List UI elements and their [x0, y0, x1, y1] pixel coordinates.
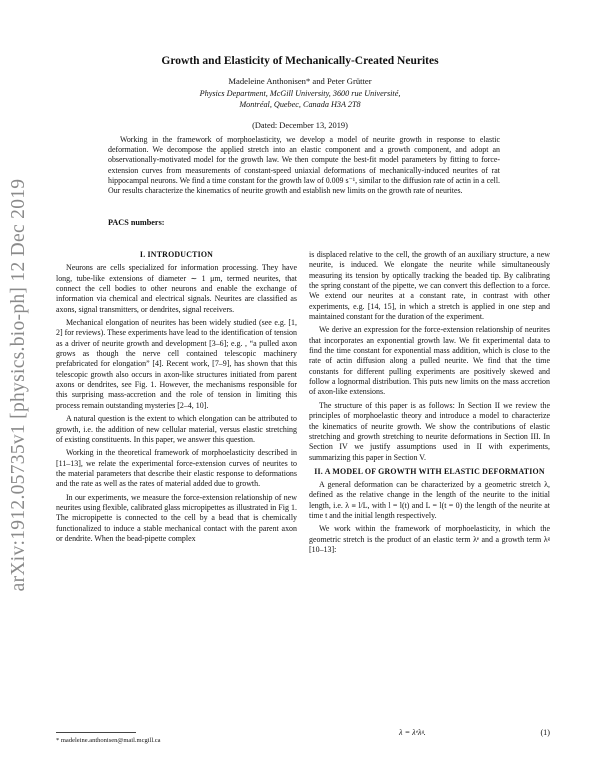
arxiv-sidebar: [4, 150, 34, 620]
paragraph: We derive an expression for the force-extension relationship of neurites that incorporates an exponential growth law. We fit experimental data to find the time constant for exponential mass addition, which is close to the rate of actin diffusion along a pulled neurite. We find that the time constants for different pulling experiments are positively skewed and follow a lognormal distribution. This puts new limits on the mass accretion of axon-like extensions.: [309, 325, 550, 397]
paper-authors: Madeleine Anthonisen* and Peter Grütter: [228, 76, 372, 86]
paper-affiliation: [0, 88, 600, 110]
paragraph: Neurons are cells specialized for information processing. They have long, tube-like extensions of diameter ∼ 1 μm, termed neurites, that connect the cell bodies to other neurons and enable the exchange of information via chemical and electrical signals. Neurites are classified as axons, signal transmitters, or dendrites, signal receivers.: [56, 263, 297, 314]
abstract: Working in the framework of morphoelasticity, we develop a model of neurite growth in response to elastic deformation. We decompose the applied stretch into an elastic component and a growth component, and adopt an observationally-motivated model for the growth law. We then compute the best-fit model parameters by fitting to force-extension curves from measurements of constant-speed uniaxial deformations of mechanically-induced neurites of rat hippocampal neurons. We find a time constant for the growth law of 0.009 s⁻¹, similar to the diffusion rate of actin in a cell. Our results characterize the kinematics of neurite growth and establish new limits on the growth rate of neurites.: [108, 135, 500, 196]
paper-date: (Dated: December 13, 2019): [252, 121, 348, 130]
paragraph: Mechanical elongation of neurites has been widely studied (see e.g. [1, 2] for reviews). These experiments have lead to the identification of tension as a driver of neurite growth and development [3–6]; e.g. , “a pulled axon grows as though the nerve cell contained telescopic machinery prefabricated for elongation” [4]. Recent work, [7–9], has shown that this telescopic growth also occurs in axon-like structures initiated from parent axons or dendrites, see Fig. 1. However, the mechanisms responsible for this surprising mass-accretion and the role of tension in limiting this process remain outstanding mysteries [2–4, 10].: [56, 318, 297, 410]
paragraph: Working in the theoretical framework of morphoelasticity described in [11–13], we relate the experimental force-extension curves of neurites to the material parameters that describe their elastic response to deformations and the rate as well as the rates of material added due to growth.: [56, 448, 297, 489]
equation-number: (1): [540, 728, 550, 737]
paragraph: We work within the framework of morphoelasticity, in which the geometric stretch is the product of an elastic term λᵉ and a growth term λᵍ [10–13]:: [309, 524, 550, 554]
paragraph: A general deformation can be characterized by a geometric stretch λ, defined as the relative change in the length of the neurite to the initial length, i.e. λ ≡ l/L, with l = l(t) and L = l(t = 0) the length of the neurite at time t and the initial length respectively.: [309, 479, 550, 520]
footnote-email: * madeleine.anthonisen@mail.mcgill.ca: [56, 737, 161, 744]
affiliation-line-1: Physics Department, McGill University, 3600 rue Université,: [199, 89, 401, 98]
right-column: [309, 250, 550, 558]
paragraph: In our experiments, we measure the force-extension relationship of new neurites using flexible, calibrated glass micropipettes as illustrated in Fig 1. The micropipette is connected to the cell by a bead that is chemically functionalized to induce a stable mechanical contact with the parent axon or dendrite. When the bead-pipette complex: [56, 492, 297, 543]
paragraph: The structure of this paper is as follows: In Section II we review the principles of morphoelastic theory and introduce a model to characterize the kinematics of neurite growth. We show the contributions of elastic stretching and growth stretching to neurite deformations in Section III. In Section IV we justify assumptions used in II with experiments, summarizing this paper in Section V.: [309, 400, 550, 462]
equation-body: λ = λᵉλᵍ.: [399, 728, 426, 737]
section-heading-model: II. A MODEL OF GROWTH WITH ELASTIC DEFORMATION: [314, 466, 545, 476]
paragraph: A natural question is the extent to which elongation can be attributed to growth, i.e. the addition of new cellular material, versus elastic stretching of existing constituents. In this paper, we answer this question.: [56, 414, 297, 444]
footnote-divider: [56, 732, 136, 733]
paper-title: Growth and Elasticity of Mechanically-Created Neurites: [161, 55, 439, 67]
left-column: [56, 250, 297, 547]
pacs-numbers: PACS numbers:: [108, 218, 165, 227]
affiliation-line-2: Montréal, Quebec, Canada H3A 2T8: [239, 100, 361, 109]
arxiv-identifier: arXiv:1912.05735v1 [physics.bio-ph] 12 Dec 2019: [8, 178, 29, 592]
paragraph: is displaced relative to the cell, the growth of an auxiliary structure, a new neurite, is induced. We elongate the neurite while simultaneously measuring its tension by optically tracking the beaded tip. By calibrating the spring constant of the pipette, we can convert this deflection to a force. We extend our neurites at a constant rate, in contrast with other experiments, e.g. [14, 15], in which a stretch is applied in one step and maintained constant for the duration of the experiment.: [309, 250, 550, 322]
section-heading-introduction: I. INTRODUCTION: [139, 250, 214, 259]
